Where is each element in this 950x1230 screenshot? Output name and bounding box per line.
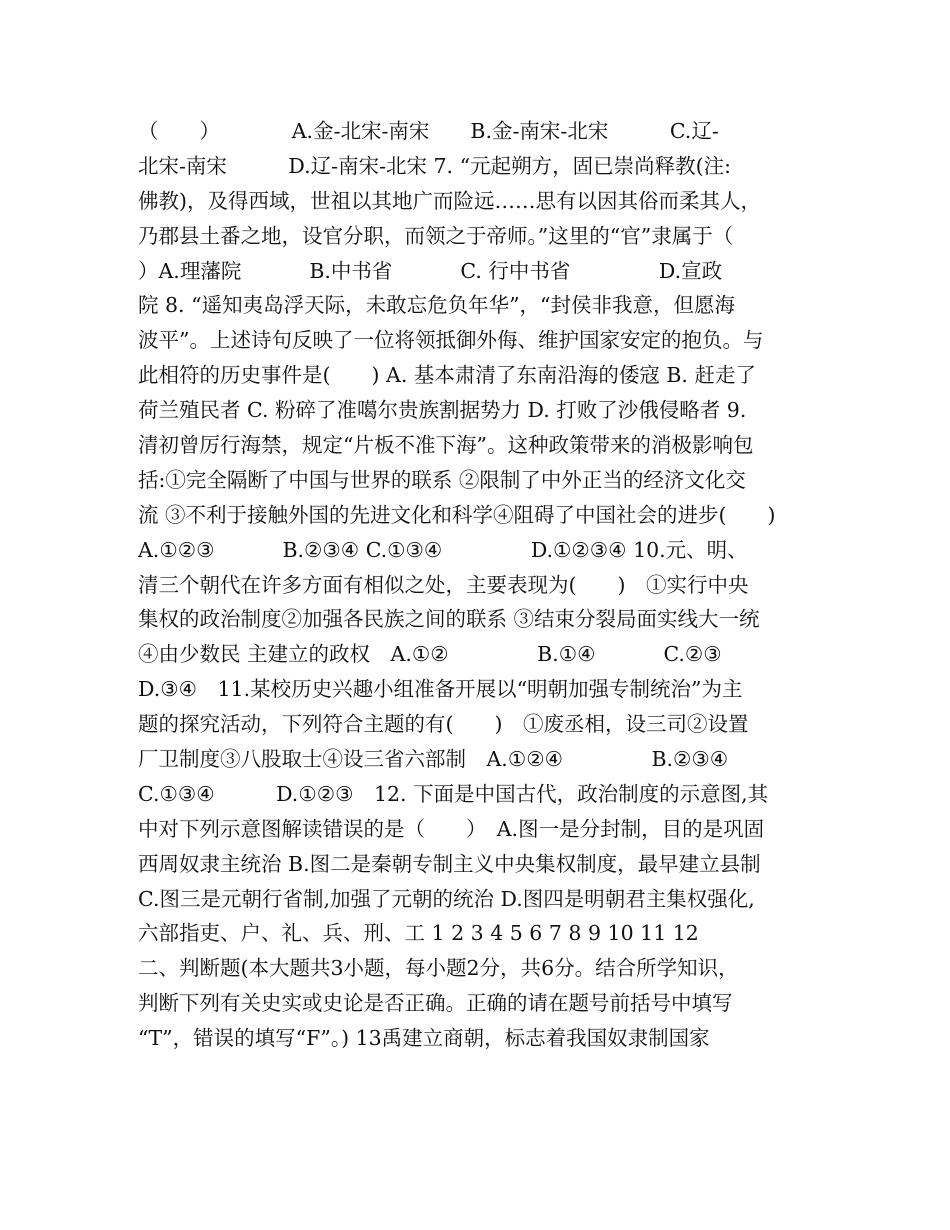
text-line: D.③④ 11.某校历史兴趣小组准备开展以“明朝加强专制统治”为主 <box>138 677 743 702</box>
text-line: “T”，错误的填写“F”。) 13禹建立商朝，标志着我国奴隶制国家 <box>138 1026 710 1051</box>
text-line: ④由少数民 主建立的政权 A.①② B.①④ C.②③ <box>138 642 722 667</box>
text-line: C.①③④ D.①②③ 12. 下面是中国古代，政治制度的示意图,其 <box>138 781 769 806</box>
question-text-block <box>138 114 818 1056</box>
text-line: 院 8. “遥知夷岛浮天际，未敢忘危负年华”，“封侯非我意，但愿海 <box>138 293 736 318</box>
text-line: 集权的政治制度②加强各民族之间的联系 ③结束分裂局面实线大一统 <box>138 607 760 632</box>
text-line: 题的探究活动，下列符合主题的有( ) ①废丞相，设三司②设置 <box>138 712 749 737</box>
text-line: 此相符的历史事件是( ) A. 基本肃清了东南沿海的倭寇 B. 赶走了 <box>138 363 756 388</box>
text-line: C.图三是元朝行省制,加强了元朝的统治 D.图四是明朝君主集权强化, <box>138 886 755 911</box>
text-line: 流 ③不利于接触外国的先进文化和科学④阻碍了中国社会的进步( ) <box>138 502 776 527</box>
text-line: A.①②③ B.②③④ C.①③④ D.①②③④ 10.元、明、 <box>138 537 748 562</box>
text-line: ）A.理藩院 B.中书省 C. 行中书省 D.宣政 <box>138 258 723 283</box>
text-line: 西周奴隶主统治 B.图二是秦朝专制主义中央集权制度，最早建立县制 <box>138 851 761 876</box>
text-line: 荷兰殖民者 C. 粉碎了准噶尔贵族割据势力 D. 打败了沙俄侵略者 9. <box>138 398 747 423</box>
text-line: 乃郡县土番之地，设官分职，而领之于帝师。”这里的“官”隶属于（ <box>138 223 734 248</box>
text-line: 六部指吏、户、礼、兵、刑、工 1 2 3 4 5 6 7 8 9 10 11 12 <box>138 921 699 946</box>
text-line: 判断下列有关史实或史论是否正确。正确的请在题号前括号中填写 <box>138 991 733 1016</box>
text-line: 中对下列示意图解读错误的是（ ） A.图一是分封制，目的是巩固 <box>138 816 765 841</box>
text-line: 厂卫制度③八股取士④设三省六部制 A.①②④ B.②③④ <box>138 747 729 772</box>
text-line: （ ） A.金-北宋-南宋 B.金-南宋-北宋 C.辽- <box>138 119 719 143</box>
text-line: 佛教)，及得西域，世祖以其地广而险远……思有以因其俗而柔其人， <box>138 188 761 213</box>
text-line: 二、判断题(本大题共3小题，每小题2分，共6分。结合所学知识， <box>138 956 739 981</box>
text-line: 清三个朝代在许多方面有相似之处，主要表现为( ) ①实行中央 <box>138 572 749 597</box>
text-line: 括:①完全隔断了中国与世界的联系 ②限制了中外正当的经济文化交 <box>138 467 746 492</box>
text-line: 清初曾厉行海禁，规定“片板不准下海”。这种政策带来的消极影响包 <box>138 433 754 458</box>
text-line: 波平”。上述诗句反映了一位将领抵御外侮、维护国家安定的抱负。与 <box>138 328 764 353</box>
text-line: 北宋-南宋 D.辽-南宋-北宋 7. “元起朔方，固已崇尚释教(注: <box>138 153 731 178</box>
